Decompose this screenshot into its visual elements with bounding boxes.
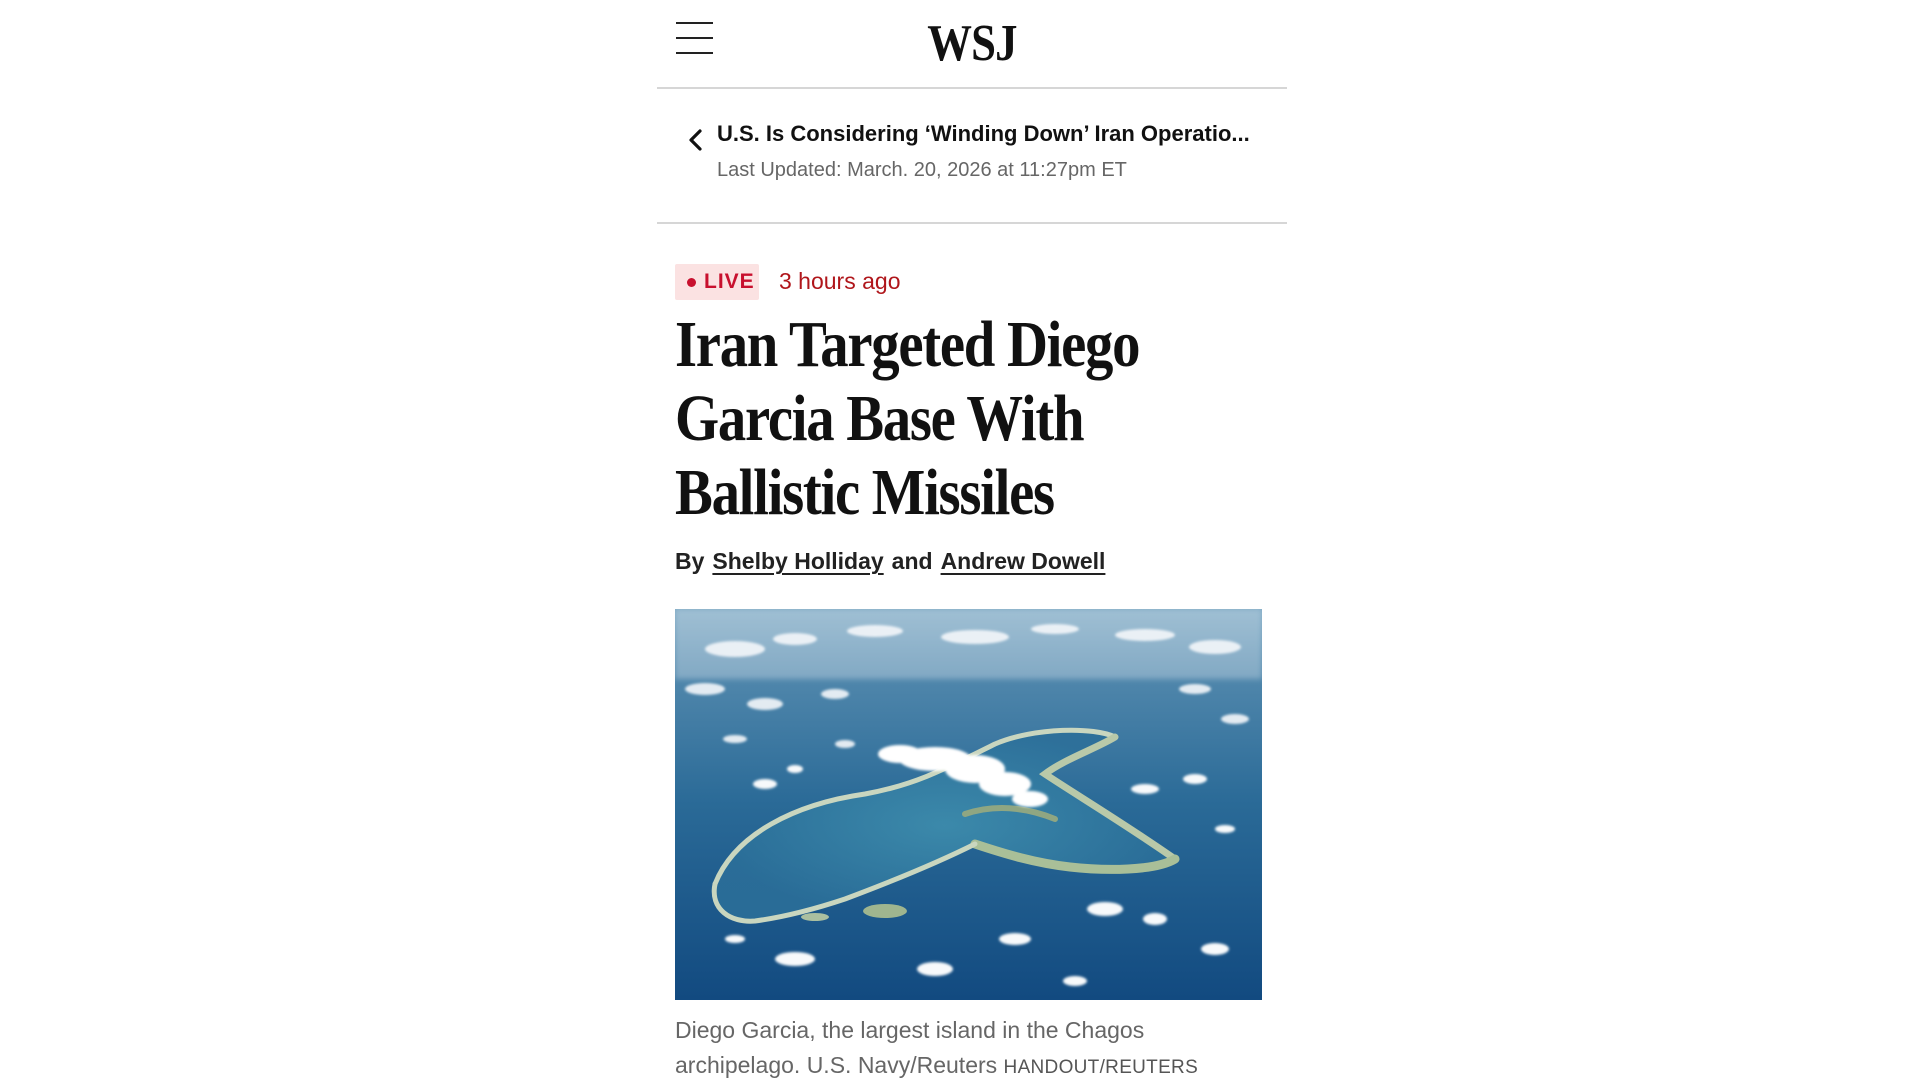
live-dot-icon xyxy=(687,278,696,287)
caption-text: Diego Garcia, the largest island in the Chagos archipelago. U.S. Navy/Reuters xyxy=(675,1017,1145,1078)
photo-credit: HANDOUT/REUTERS xyxy=(1003,1057,1199,1078)
author-link-andrew-dowell[interactable]: Andrew Dowell xyxy=(940,548,1106,574)
byline-conjunction: and xyxy=(891,548,933,574)
last-updated-timestamp: Last Updated: March. 20, 2026 at 11:27pm ET xyxy=(717,159,1127,181)
author-link-shelby-holliday[interactable]: Shelby Holliday xyxy=(712,548,884,574)
byline xyxy=(675,548,1105,575)
article-headline: Iran Targeted Diego Garcia Base With Ballistic Missiles xyxy=(675,308,1140,529)
related-story-bar xyxy=(657,89,1287,224)
chevron-left-icon[interactable] xyxy=(684,125,708,155)
site-header xyxy=(657,0,1287,89)
byline-prefix: By xyxy=(675,548,705,574)
wsj-logo[interactable]: WSJ xyxy=(927,15,1017,72)
diego-garcia-aerial-image xyxy=(675,609,1262,1000)
article-column xyxy=(657,0,1287,1080)
related-story-title[interactable]: U.S. Is Considering ‘Winding Down’ Iran Operatio... xyxy=(717,121,1250,146)
time-ago: 3 hours ago xyxy=(779,268,901,294)
photo-caption xyxy=(675,1013,1265,1085)
article-photo[interactable] xyxy=(675,609,1262,1000)
live-label: LIVE xyxy=(704,270,755,293)
live-badge xyxy=(675,264,759,300)
